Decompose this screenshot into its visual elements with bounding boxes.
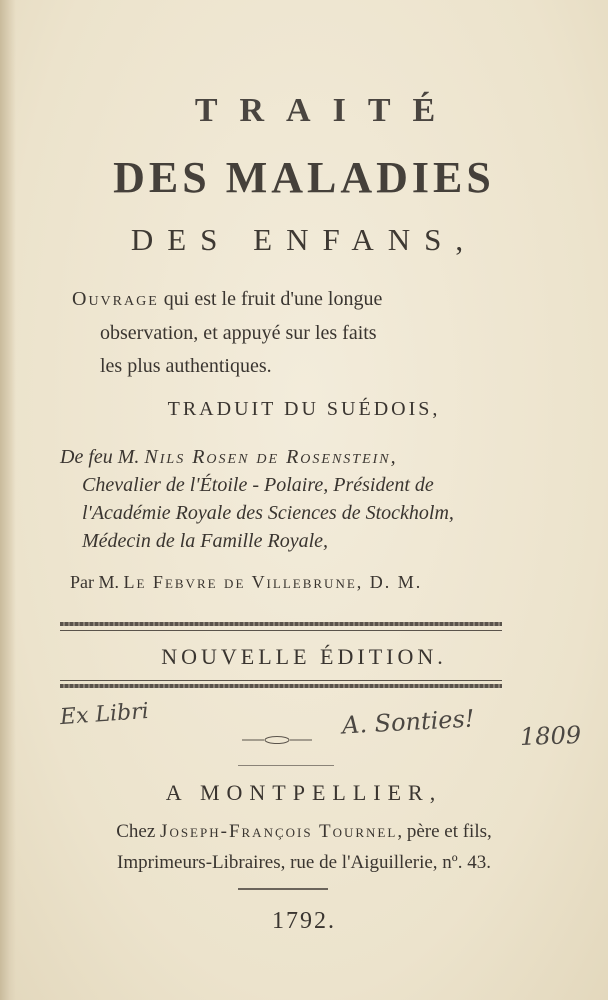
bottom-rule-thick (60, 684, 502, 688)
place-line: A MONTPELLIER, (165, 780, 443, 805)
title-line-2: DES MALADIES (113, 153, 495, 202)
subtitle-line-3: les plus authentiques. (100, 355, 272, 377)
subtitle-line-1 (72, 288, 382, 311)
small-rule (238, 765, 334, 766)
author-line-1 (60, 446, 398, 469)
author-line-3: l'Académie Royale des Sciences de Stockholm, (82, 502, 454, 524)
publisher-prefix: Chez (116, 821, 161, 842)
author-prefix: De feu M. (60, 446, 145, 468)
publication-year: 1792. (272, 908, 336, 934)
translator-prefix: Par M. (70, 572, 124, 592)
translation-note: TRADUIT DU SUÉDOIS, (167, 398, 441, 420)
ornament-dash (242, 735, 312, 745)
publisher-line-2: Imprimeurs-Libraires, rue de l'Aiguillerie, nº. 43. (117, 852, 491, 873)
publisher-name: Joseph-François Tournel (160, 821, 398, 842)
year-rule (238, 888, 328, 890)
title-line-1: TRAITÉ (194, 92, 458, 129)
publisher-line-1 (0, 821, 608, 843)
book-gutter (0, 0, 16, 1000)
translator-name: Le Febvre de Villebrune, D. M. (123, 572, 423, 592)
top-rule-thin (60, 630, 502, 631)
author-line-4: Médecin de la Famille Royale, (82, 530, 329, 552)
top-rule-thick (60, 622, 502, 626)
subtitle-line-2: observation, et appuyé sur les faits (100, 322, 377, 344)
author-line-2: Chevalier de l'Étoile - Polaire, Président de (82, 474, 434, 496)
bottom-rule-thin (60, 680, 502, 681)
edition-line: NOUVELLE ÉDITION. (161, 644, 447, 669)
handwritten-signature: A. Sonties! (341, 704, 476, 740)
translator-line (70, 572, 422, 593)
publisher-line-1-rest: , père et fils, (397, 821, 492, 842)
title-line-3: DES ENFANS, (130, 222, 478, 257)
handwritten-year: 1809 (519, 720, 582, 752)
subtitle-line-1-rest: qui est le fruit d'une longue (158, 288, 383, 310)
handwritten-ex-libris: Ex Libri (59, 698, 150, 731)
subtitle-lead-word: Ouvrage (72, 288, 159, 310)
author-name: Nils Rosen de Rosenstein, (144, 446, 398, 468)
